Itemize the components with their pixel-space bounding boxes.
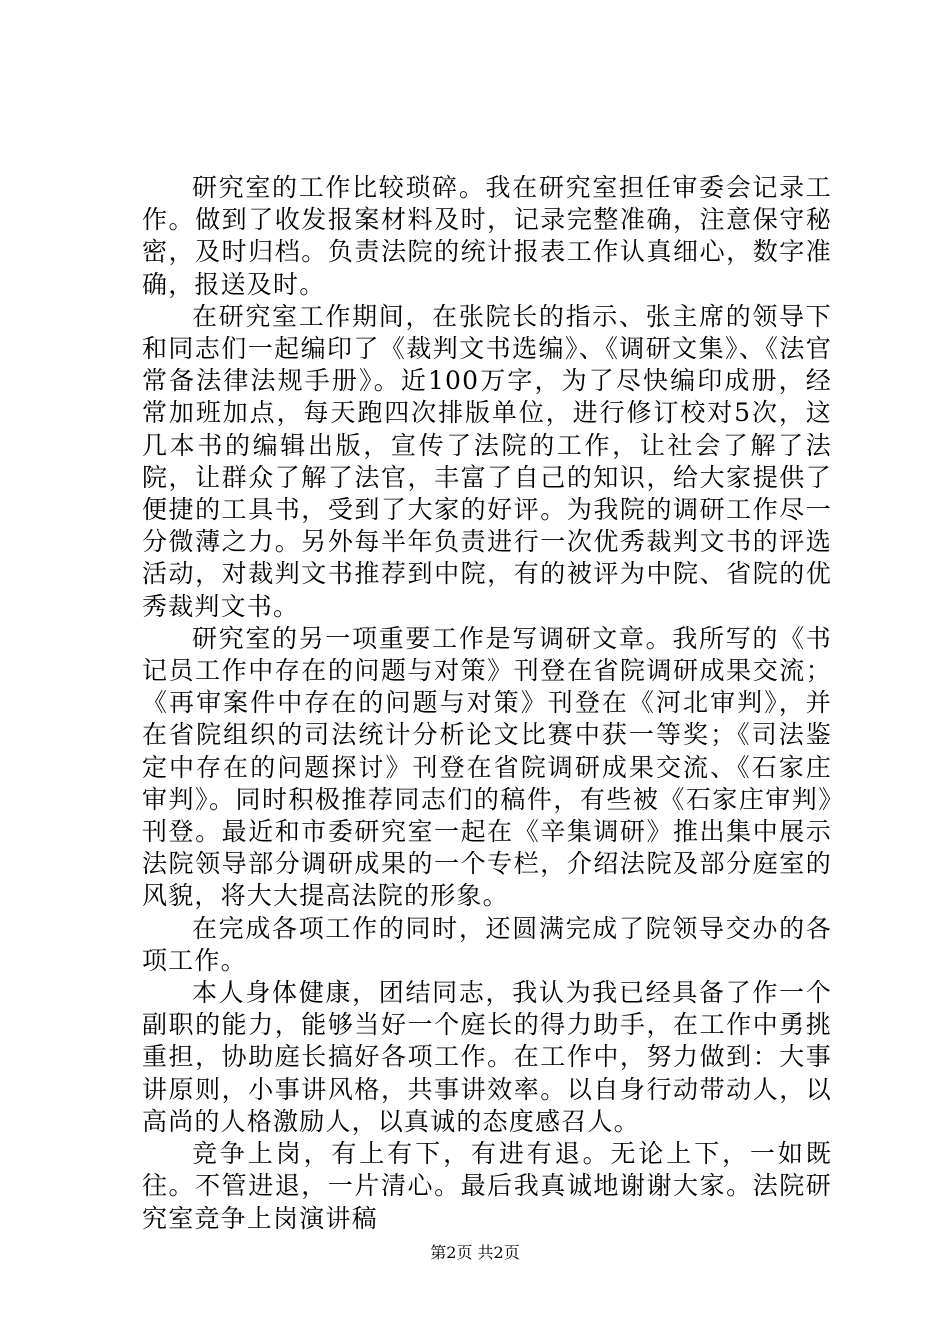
paragraph: 竞争上岗，有上有下，有进有退。无论上下，一如既往。不管进退，一片清心。最后我真诚地谢谢大家。法院研究室竞争上岗演讲稿: [142, 1139, 832, 1233]
paragraph: 在研究室工作期间，在张院长的指示、张主席的领导下和同志们一起编印了《裁判文书选编》、《调研文集》、《法官常备法律法规手册》。近100万字，为了尽快编印成册，经常加班加点，每天跑四次排版单位，进行修订校对5次，这几本书的编辑出版，宣传了法院的工作，让社会了解了法院，让群众了解了法官，丰富了自己的知识，给大家提供了便捷的工具书，受到了大家的好评。为我院的调研工作尽一分微薄之力。另外每半年负责进行一次优秀裁判文书的评选活动，对裁判文书推荐到中院，有的被评为中院、省院的优秀裁判文书。: [142, 301, 832, 621]
paragraph: 本人身体健康，团结同志，我认为我已经具备了作一个副职的能力，能够当好一个庭长的得力助手，在工作中勇挑重担，协助庭长搞好各项工作。在工作中，努力做到：大事讲原则，小事讲风格，共事讲效率。以自身行动带动人，以高尚的人格激励人，以真诚的态度感召人。: [142, 978, 832, 1136]
paragraph: 研究室的另一项重要工作是写调研文章。我所写的《书记员工作中存在的问题与对策》刊登在省院调研成果交流；《再审案件中存在的问题与对策》刊登在《河北审判》，并在省院组织的司法统计分析论文比赛中获一等奖；《司法鉴定中存在的问题探讨》刊登在省院调研成果交流、《石家庄审判》。同时积极推荐同志们的稿件，有些被《石家庄审判》刊登。最近和市委研究室一起在《辛集调研》推出集中展示法院领导部分调研成果的一个专栏，介绍法院及部分庭室的风貌，将大大提高法院的形象。: [142, 623, 832, 911]
paragraph: 在完成各项工作的同时，还圆满完成了院领导交办的各项工作。: [142, 913, 832, 975]
document-body: [142, 172, 832, 1235]
page-number-footer: 第2页 共2页: [430, 1243, 520, 1262]
paragraph: 研究室的工作比较琐碎。我在研究室担任审委会记录工作。做到了收发报案材料及时，记录完整准确，注意保守秘密，及时归档。负责法院的统计报表工作认真细心，数字准确，报送及时。: [142, 173, 832, 299]
